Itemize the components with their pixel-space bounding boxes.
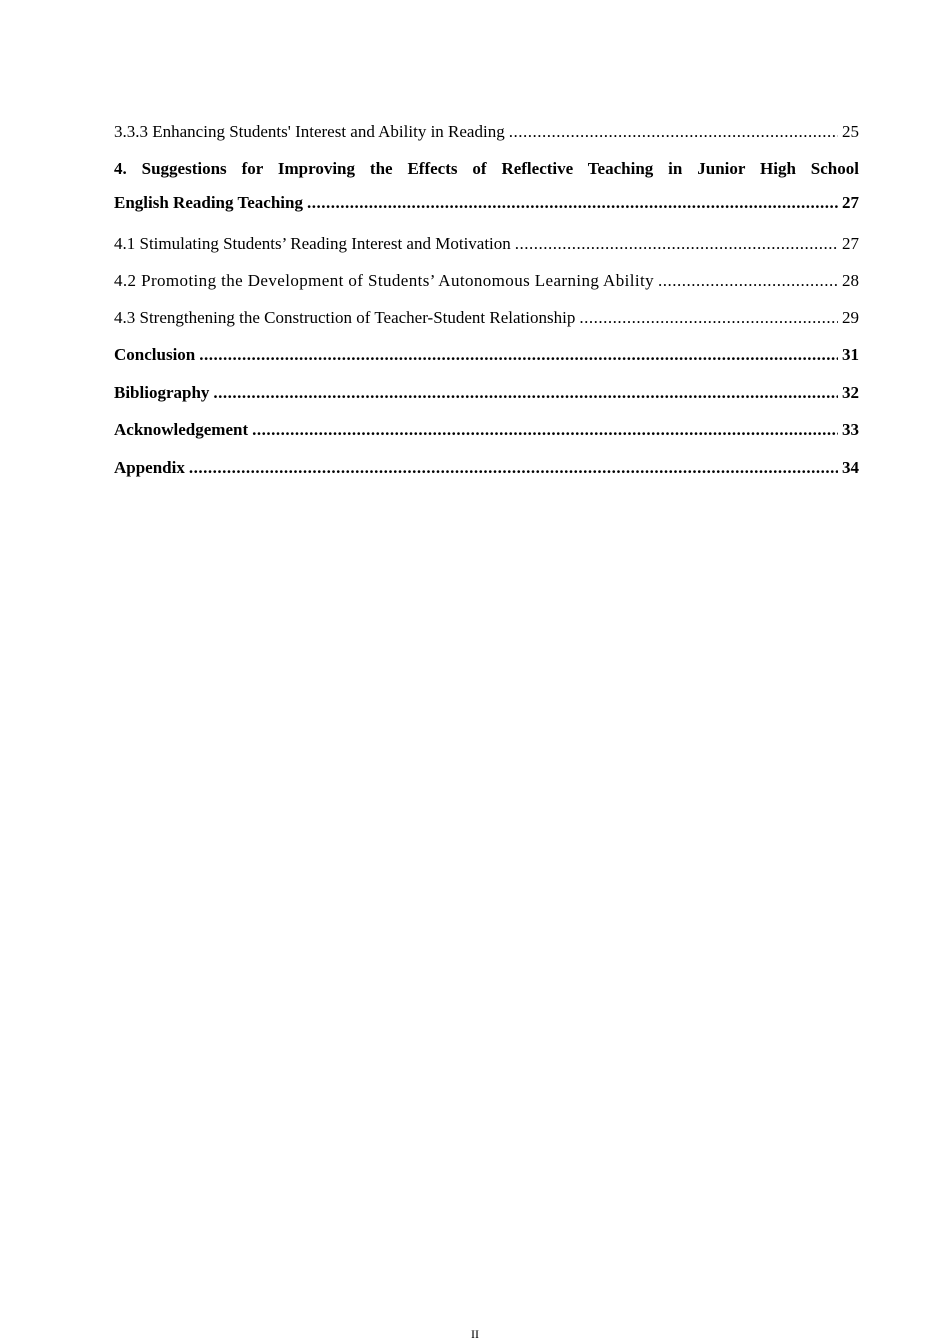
toc-entry-appendix[interactable] (114, 457, 859, 479)
toc-entry-title: English Reading Teaching (114, 193, 303, 212)
toc-entry-title: Appendix (114, 458, 185, 477)
toc-entry-title: Conclusion (114, 345, 196, 364)
dot-leader (579, 307, 838, 329)
toc-entry-page: 32 (842, 383, 859, 402)
toc-entry-4-2[interactable] (114, 270, 859, 292)
toc-entry-title: 4.2 Promoting the Development of Students’ Autonomous Learning Ability (114, 271, 655, 290)
toc-entry-page: 27 (842, 234, 859, 253)
dot-leader (658, 270, 838, 292)
dot-leader (213, 382, 838, 404)
toc-entry-chapter-4-line-2[interactable] (114, 192, 859, 214)
toc-entry-chapter-4-line-1[interactable] (114, 158, 859, 180)
toc-entry-title: Acknowledgement (114, 420, 249, 439)
toc-entry-4-1[interactable] (114, 233, 859, 255)
dot-leader (199, 344, 838, 366)
toc-entry-page: 34 (842, 458, 859, 477)
table-of-contents (114, 118, 859, 479)
dot-leader (509, 121, 838, 143)
toc-entry-title: 3.3.3 Enhancing Students' Interest and Ability in Reading (114, 122, 505, 141)
toc-entry-page: 25 (842, 122, 859, 141)
toc-entry-conclusion[interactable] (114, 344, 859, 366)
toc-entry-acknowledgement[interactable] (114, 419, 859, 441)
toc-entry-bibliography[interactable] (114, 382, 859, 404)
toc-entry-title: 4. Suggestions for Improving the Effects of Reflective Teaching in Junior High School (114, 159, 859, 178)
toc-entry-4-3[interactable] (114, 307, 859, 329)
toc-entry-page: 31 (842, 345, 859, 364)
dot-leader (189, 457, 838, 479)
toc-entry-page: 28 (842, 271, 859, 290)
toc-entry-page: 33 (842, 420, 859, 439)
dot-leader (252, 419, 838, 441)
dot-leader (307, 192, 838, 214)
toc-entry-title: Bibliography (114, 383, 210, 402)
toc-entry-title: 4.3 Strengthening the Construction of Teacher-Student Relationship (114, 308, 576, 327)
page-number: II (471, 1327, 479, 1341)
toc-entry-3-3-3[interactable] (114, 121, 859, 143)
toc-entry-page: 29 (842, 308, 859, 327)
toc-entry-title: 4.1 Stimulating Students’ Reading Interest and Motivation (114, 234, 511, 253)
dot-leader (515, 233, 838, 255)
toc-entry-page: 27 (842, 193, 859, 212)
